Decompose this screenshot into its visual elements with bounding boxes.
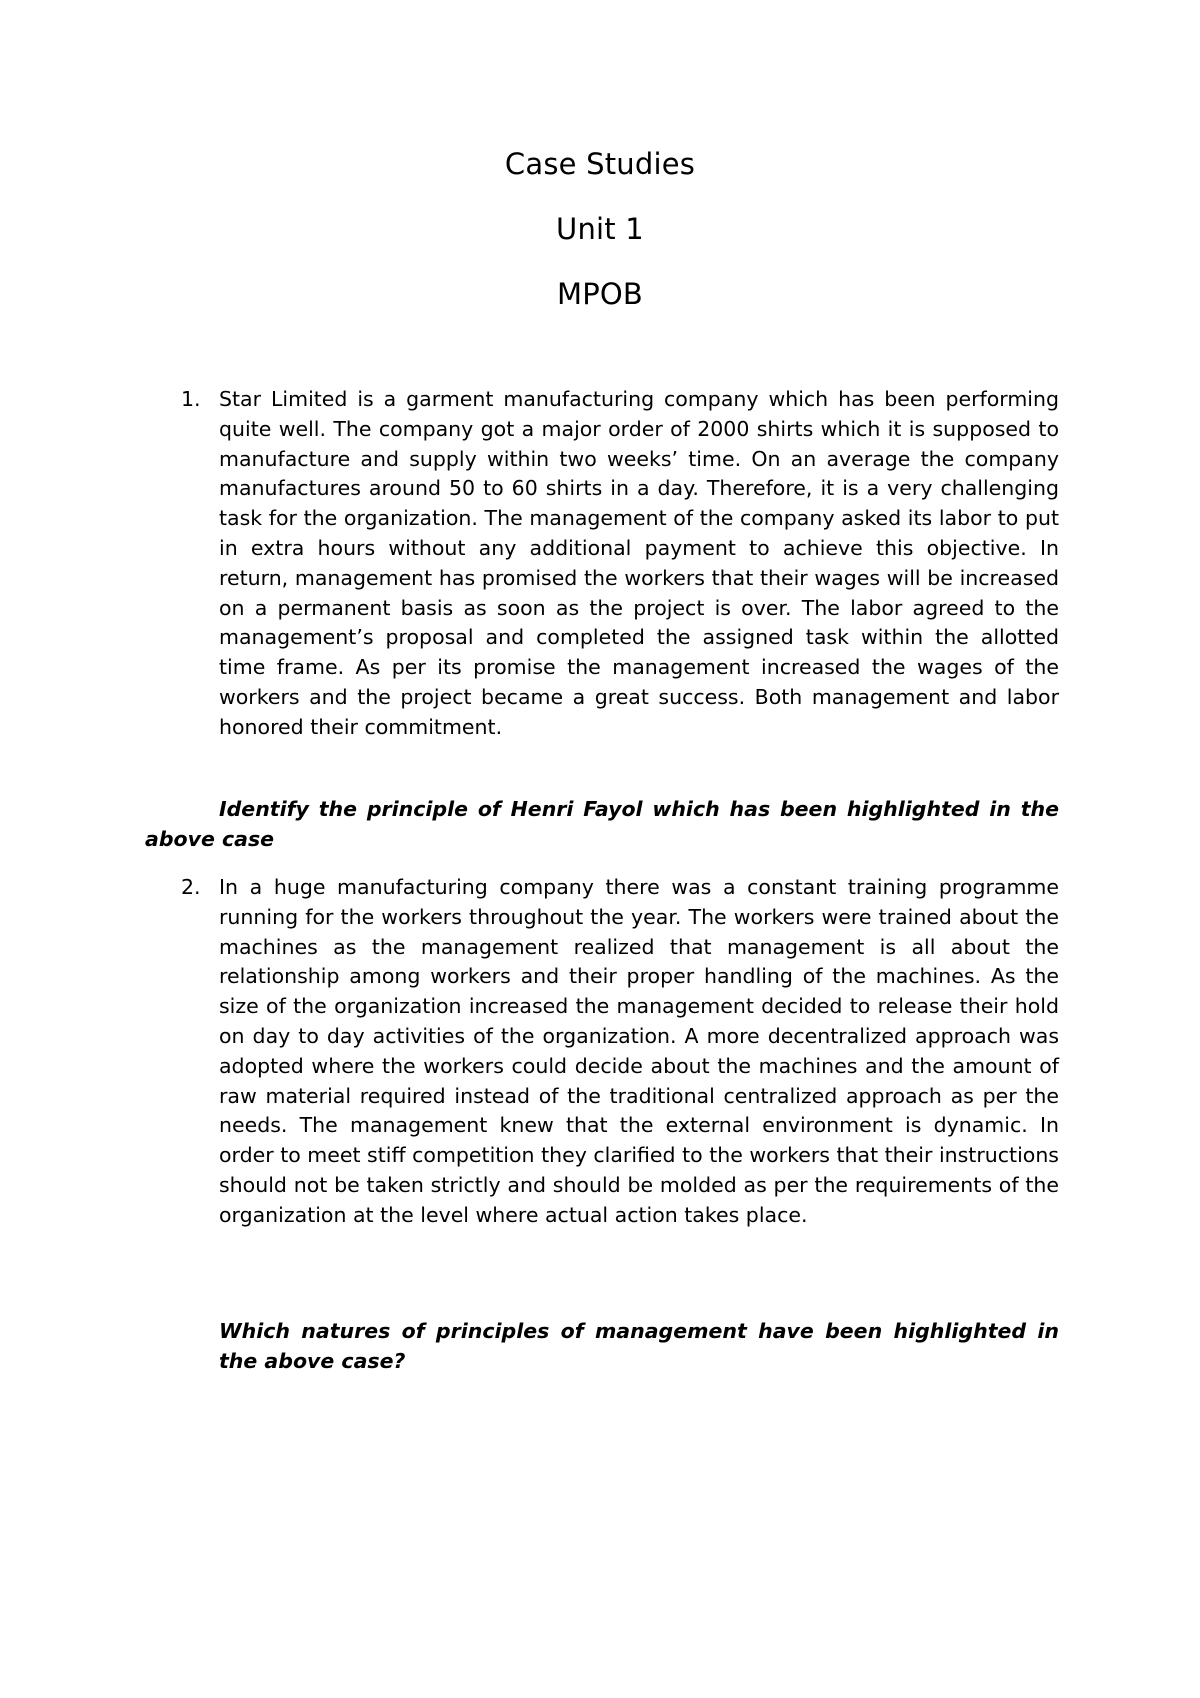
case-number: 1. bbox=[181, 387, 201, 411]
case-question-2: Which natures of principles of management have been highlighted in the above case? bbox=[219, 1319, 1059, 1373]
case-question-1: Identify the principle of Henri Fayol which has been highlighted in the above case bbox=[145, 797, 1059, 851]
case-number: 2. bbox=[181, 875, 201, 899]
case-text: In a huge manufacturing company there was a constant training programme running for the workers throughout the year. The workers were trained about the machines as the management realized that management is all about the relationship among workers and their proper handling of the machines. As the size of the organization increased the management decided to release their hold on day to day activities of the organization. A more decentralized approach was adopted where the workers could decide about the machines and the amount of raw material required instead of the traditional centralized approach as per the needs. The management knew that the external environment is dynamic. In order to meet stiff competition they clarified to the workers that their instructions should not be taken strictly and should be molded as per the requirements of the organization at the level where actual action takes place. bbox=[219, 875, 1059, 1227]
case-text: Star Limited is a garment manufacturing company which has been performing quite well. The company got a major order of 2000 shirts which it is supposed to manufacture and supply within two weeks’ time. On an average the company manufactures around 50 to 60 shirts in a day. Therefore, it is a very challenging task for the organization. The management of the company asked its labor to put in extra hours without any additional payment to achieve this objective. In return, management has promised the workers that their wages will be increased on a permanent basis as soon as the project is over. The labor agreed to the management’s proposal and completed the assigned task within the allotted time frame. As per its promise the management increased the wages of the workers and the project became a great success. Both management and labor honored their commitment. bbox=[219, 387, 1059, 739]
case-study-2 bbox=[181, 873, 1059, 1231]
case-study-1 bbox=[181, 385, 1059, 743]
unit-heading: Unit 1 bbox=[556, 212, 644, 246]
subject-heading: MPOB bbox=[556, 277, 644, 311]
document-title: Case Studies bbox=[504, 147, 696, 181]
